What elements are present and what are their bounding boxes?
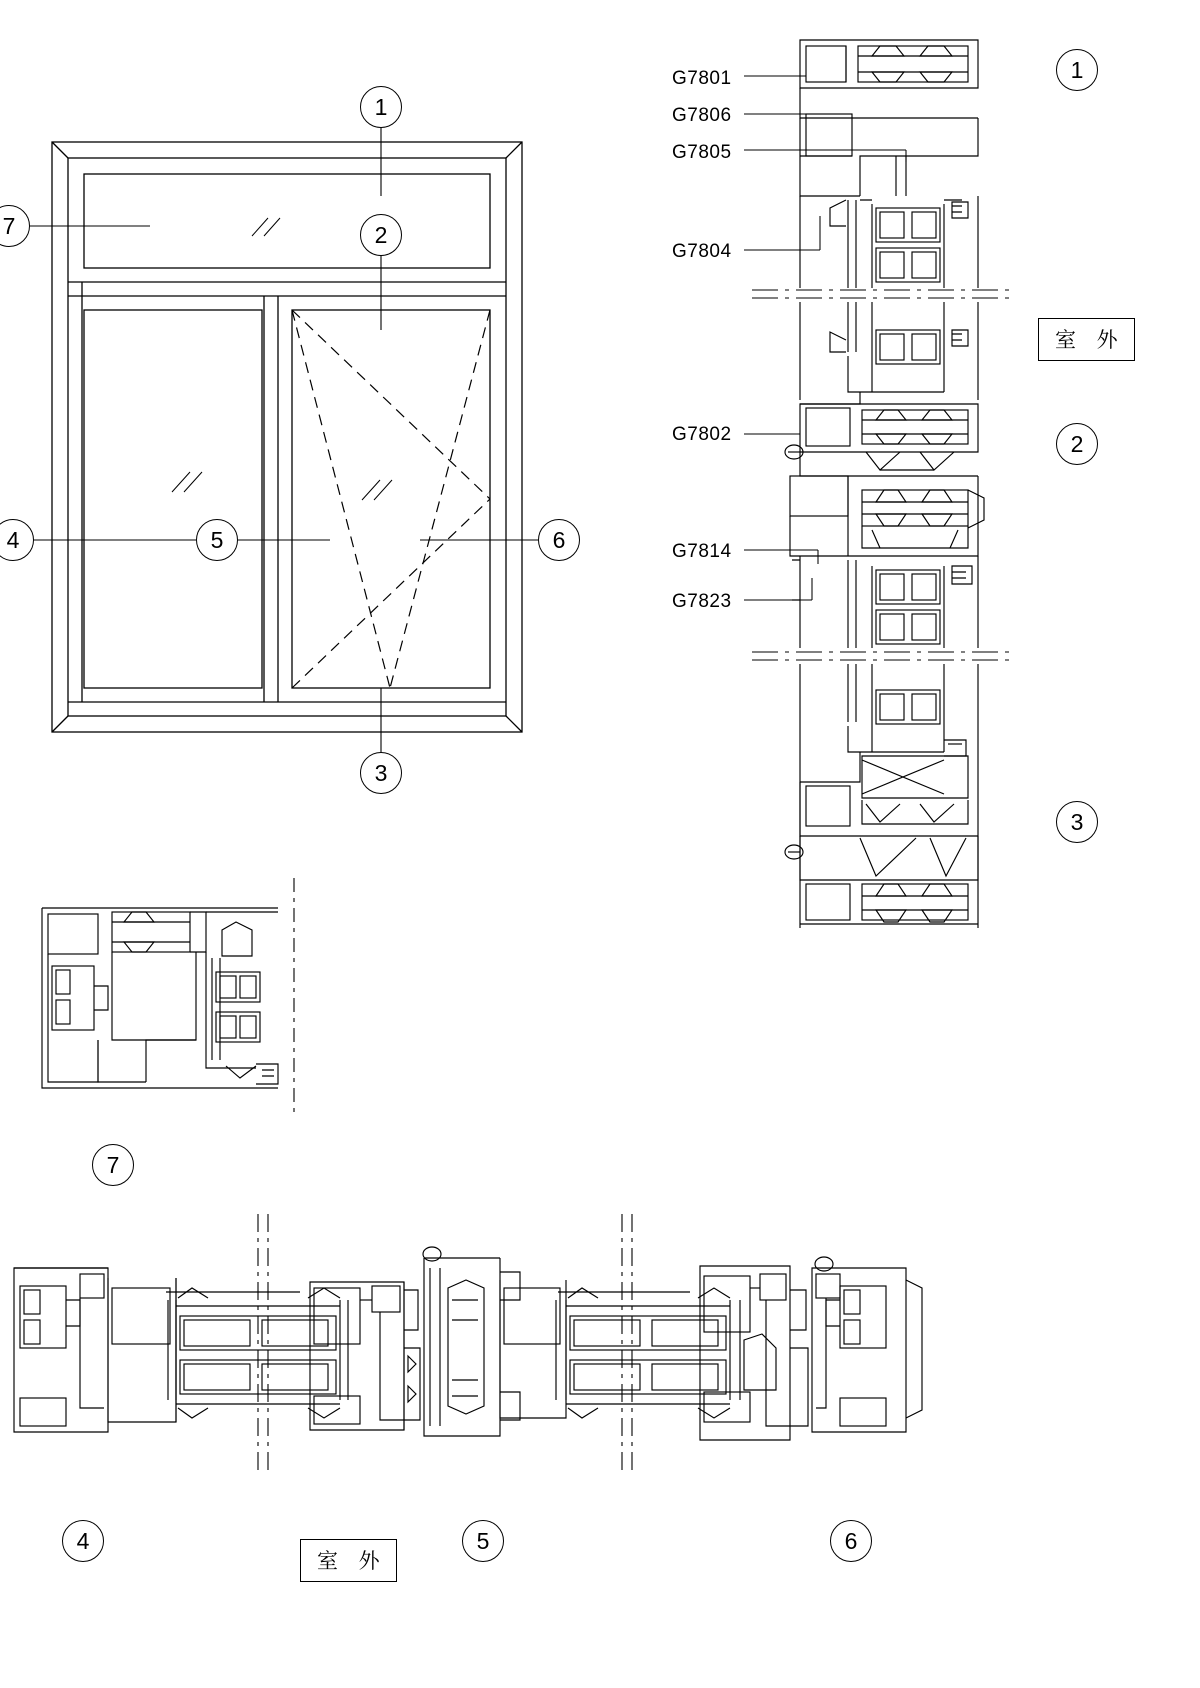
profile-code-label: G7804 [672,241,732,262]
callout-bubble-2-section: 2 [1056,423,1098,465]
profile-code-label: G7802 [672,424,732,445]
profile-code-label: G7823 [672,591,732,612]
vertical-section-detail [752,40,1010,928]
profile-code-label: G7814 [672,541,732,562]
outdoor-direction-tag: 室 外 [1038,318,1135,361]
profile-code-label: G7801 [672,68,732,89]
callout-bubble-3-elevation: 3 [360,752,402,794]
callout-bubble-3-section: 3 [1056,801,1098,843]
callout-bubble-5-detail: 5 [462,1520,504,1562]
profile-code-label: G7805 [672,142,732,163]
callout-bubble-1-section: 1 [1056,49,1098,91]
outdoor-direction-tag: 室 外 [300,1539,397,1582]
callout-bubble-7-elevation: 7 [0,205,30,247]
callout-bubble-4-detail: 4 [62,1520,104,1562]
callout-bubble-6-detail: 6 [830,1520,872,1562]
profile-code-label: G7806 [672,105,732,126]
callout-bubble-5-elevation: 5 [196,519,238,561]
window-elevation-view [52,142,522,732]
callout-bubble-1-elevation: 1 [360,86,402,128]
callout-bubble-6-elevation: 6 [538,519,580,561]
callout-bubble-7-detail: 7 [92,1144,134,1186]
horizontal-section-detail [14,1214,922,1470]
callout-bubble-4-elevation: 4 [0,519,34,561]
callout-bubble-2-elevation: 2 [360,214,402,256]
transom-corner-detail [42,878,294,1112]
